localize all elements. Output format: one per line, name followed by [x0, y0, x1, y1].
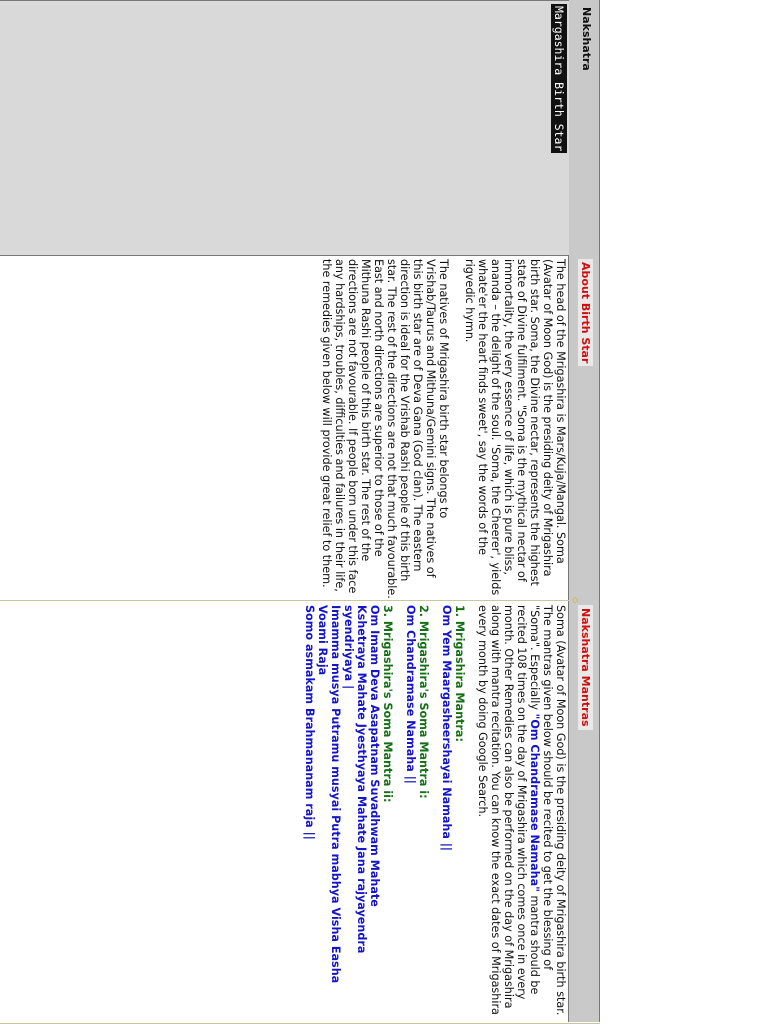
- mantra-text: Kshetraya Mahate Jyesthyaya Mahate Jana rajyayendra syendriyaya |: [342, 605, 368, 954]
- cell-marker-icon: ◇: [571, 597, 580, 604]
- mantra-block-3: [303, 605, 394, 1017]
- mantra-text: Imamma musya Putramu musyai Putra mabhya Visha Easha Voami Raja: [316, 605, 342, 984]
- about-column: [307, 259, 569, 599]
- table-header-row: [568, 0, 600, 1022]
- mantra-block-1: [440, 605, 466, 1017]
- mantra-text: Om Yem Maargasheershayai Namaha ||: [440, 605, 453, 851]
- mantras-intro-text-2: mantra should be recited 108 times on the day of Mrigashira which comes once in every month. Other Remedies can also be performed on the day of Mrigashira along with mantra recitation. You can know the exact dates of Mrigashira every month by doing Google Search.: [476, 605, 541, 1015]
- about-paragraph-1: The head of the Mrigashira is Mars/Kuja/Mangal. Soma (Avatar of Moon God) is the presiding deity of Mrigashira birth star. Soma, the Divine nectar, represents the highest state of Divine fulfilment. "Soma is the mythical nectar of immortality, the very essence of life, which is pure bliss, ananda – the delight of the soul. 'Soma, the Cheerer', yields whate'er the heart finds sweet', say the words of the rigvedic hymn.: [463, 259, 567, 596]
- mantra-text: Somo asmakam Brahmananam raja ||: [303, 605, 316, 840]
- nakshatra-column: [0, 0, 569, 256]
- mantra-block-2: [404, 605, 430, 1017]
- header-nakshatra-mantras: Nakshatra Mantras: [578, 605, 593, 730]
- header-nakshatra: Nakshatra: [580, 7, 593, 71]
- star-name-link[interactable]: Margashira Birth Star: [552, 6, 566, 152]
- column-divider: [0, 600, 569, 601]
- mantras-column: [293, 605, 569, 1017]
- mantras-intro-emphasis: "Om Chandramase Namaha": [528, 713, 541, 892]
- mantras-intro-text: Soma (Avatar of Moon God) is the presiding deity of Mrigashira birth star. The mantras given below should be recited to get the blessing of "Soma". Especially: [528, 605, 567, 1016]
- about-paragraph-2: The natives of Mrigashira birth star belongs to Vrishab/Taurus and Mithuna/Gemini signs. The natives of this birth star are of Deva Gana (God clan). The eastern direction is ideal for the Vrishab Rashi people of this birth star. The rest of the directions are not that much favourable. East and north directions are superior to those of the Mithuna Rashi people of this birth star. The rest of the directions are not favourable. If people born under this face any hardships, troubles, difficulties and failures in their life, the remedies given below will provide great relief to them.: [320, 259, 450, 599]
- mantra-heading: 1. Mrigashira Mantra:: [453, 605, 466, 742]
- mantra-heading: 2. Mrigashira's Soma Mantra i:: [417, 605, 430, 799]
- header-about-birth-star: About Birth Star: [578, 259, 593, 366]
- mantras-intro: [476, 605, 567, 1017]
- mantra-heading: 3. Mrigashira's Soma Mantra ii:: [381, 605, 394, 803]
- mantra-text: Om Imam Deva Asapatnam Suvadhwam Mahate: [368, 605, 381, 907]
- mantra-text: Om Chandramase Namaha ||: [404, 605, 417, 784]
